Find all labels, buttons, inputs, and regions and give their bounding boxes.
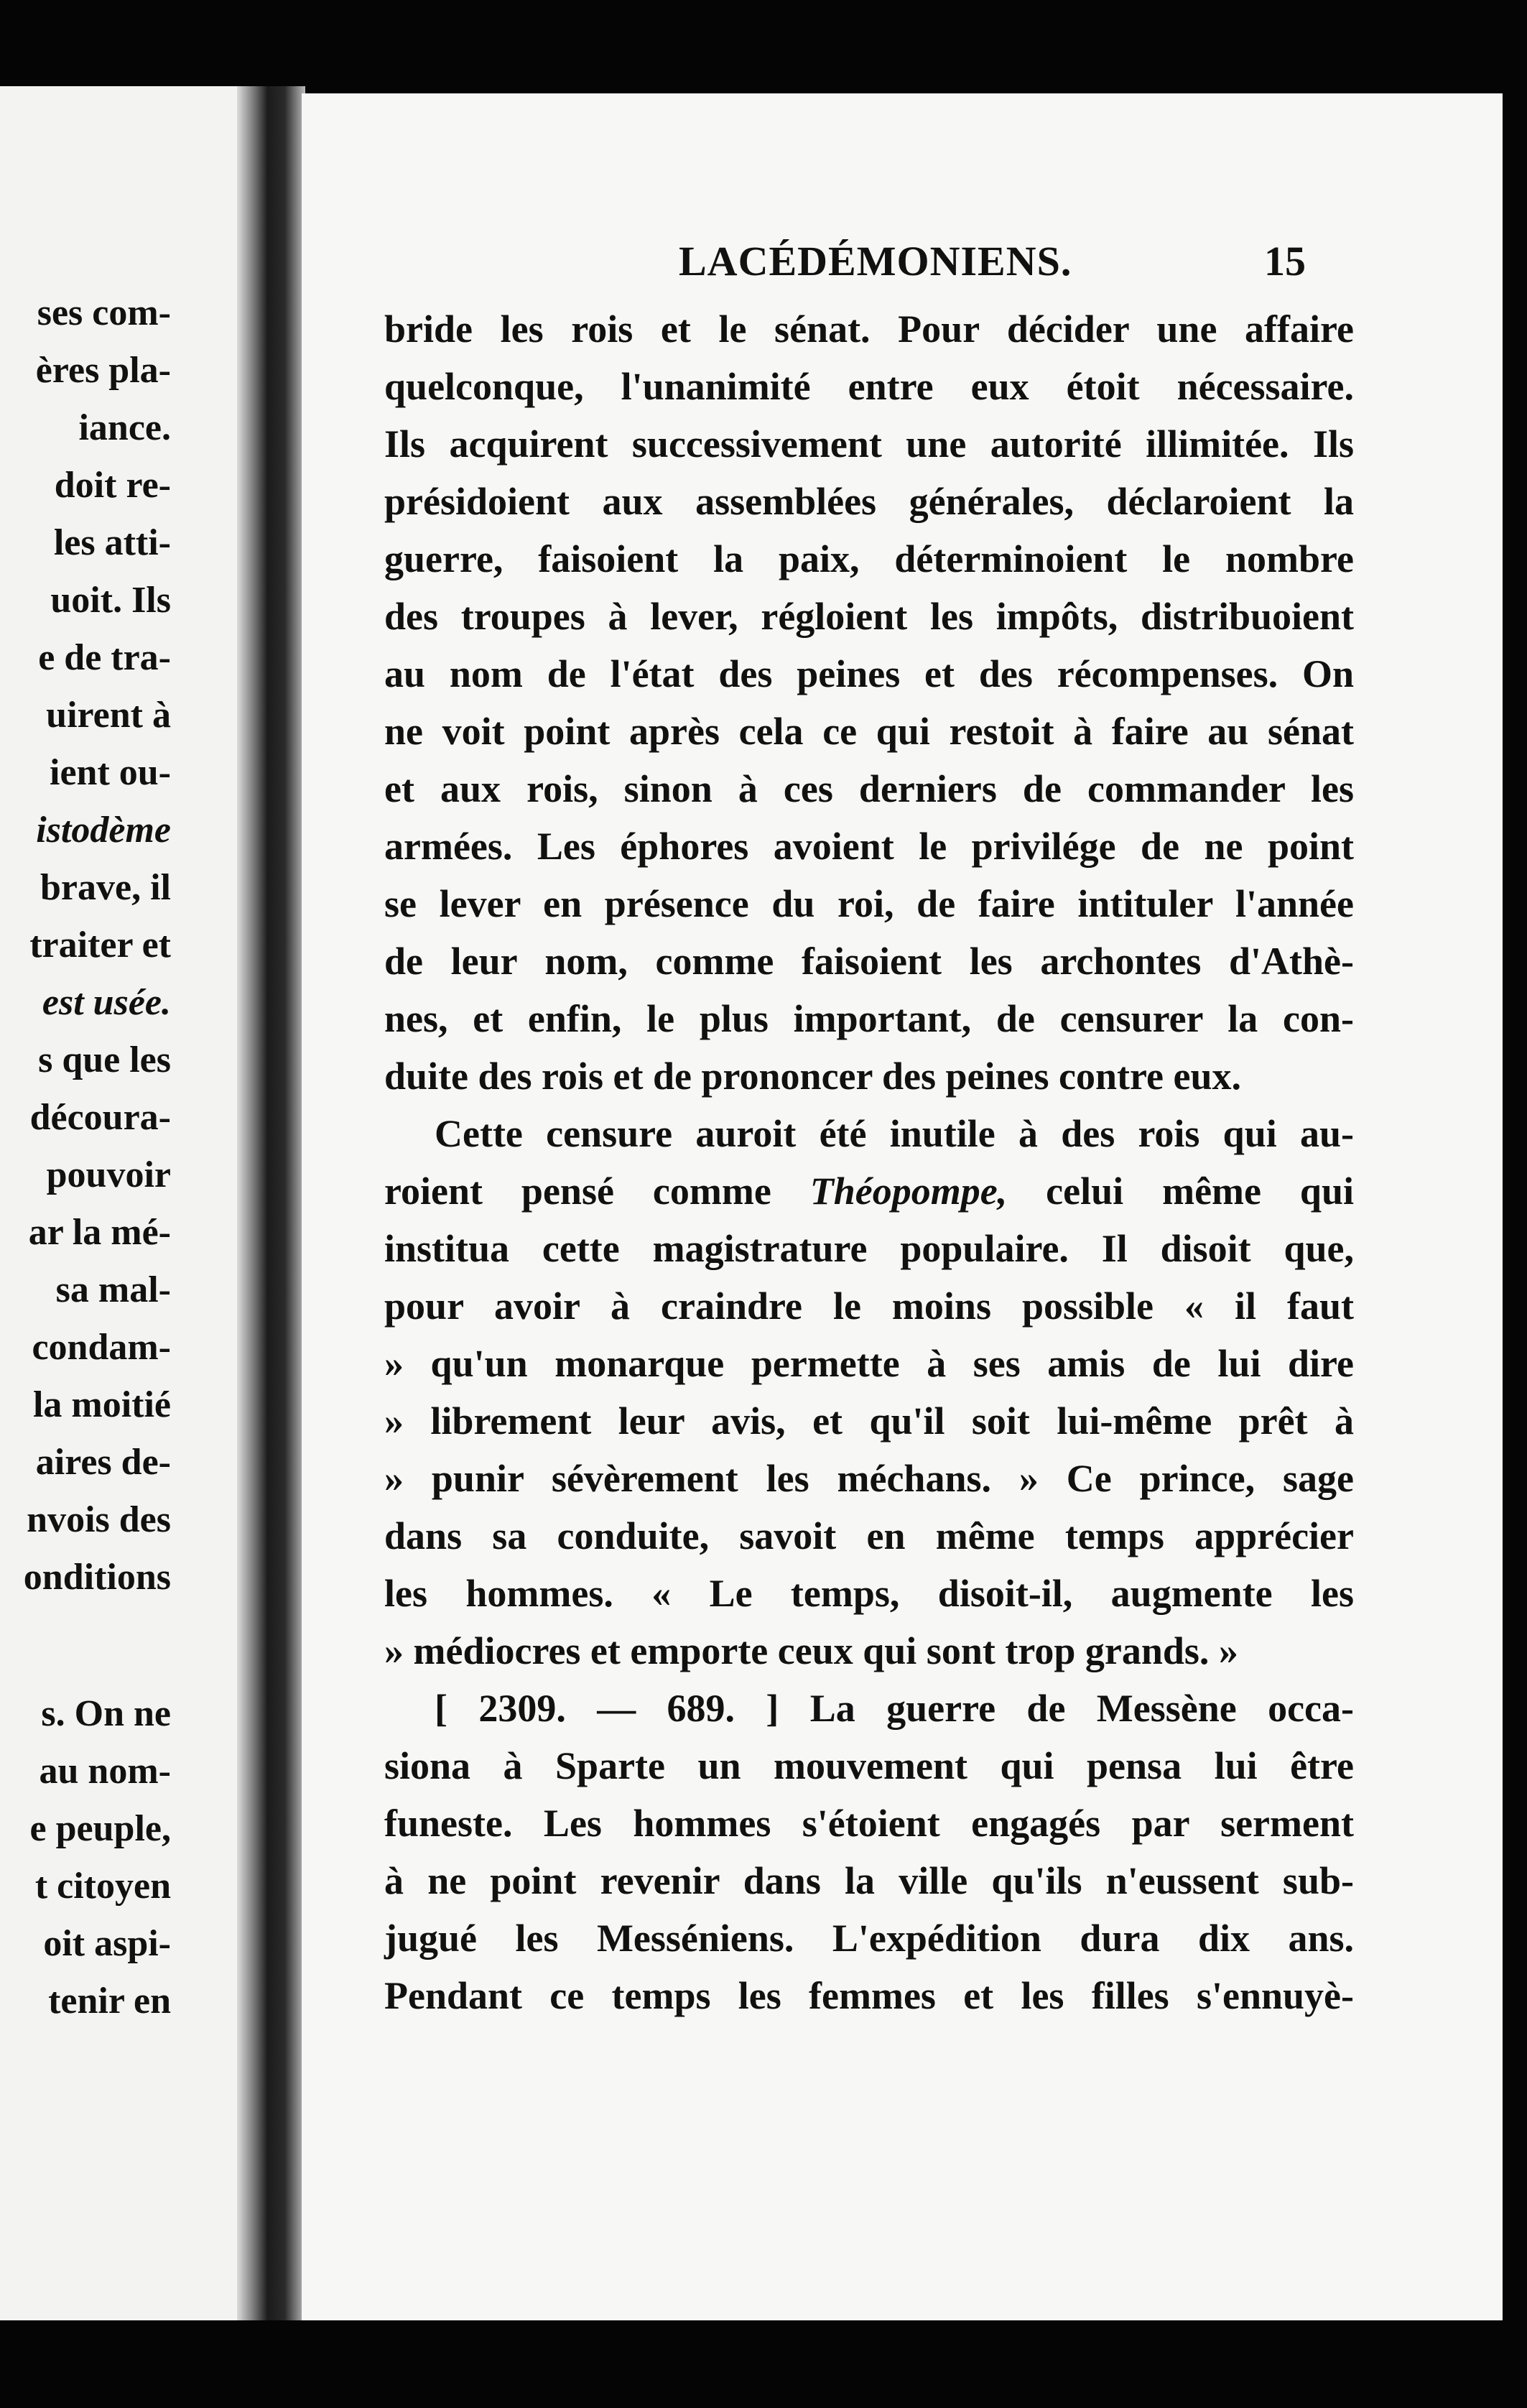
left-page-fragment (0, 86, 251, 2320)
text-line: quelconque, l'unanimité entre eux étoit nécessaire. (384, 365, 1354, 408)
left-line: ar la mé- (28, 1212, 171, 1253)
left-line: brave, il (40, 867, 171, 908)
left-line: la moitié (32, 1384, 171, 1425)
text-line: nes, et enfin, le plus important, de censurer la con- (384, 997, 1354, 1040)
left-line: pouvoir (46, 1154, 171, 1195)
text-line: Cette censure auroit été inutile à des rois qui au- (435, 1112, 1354, 1155)
text-line: présidoient aux assemblées générales, déclaroient la (384, 480, 1354, 523)
left-line: uirent à (46, 695, 171, 736)
text-line: institua cette magistrature populaire. Il disoit que, (384, 1227, 1354, 1270)
text-line: Ils acquirent successivement une autorité illimitée. Ils (384, 422, 1354, 466)
text-line: guerre, faisoient la paix, déterminoient le nombre (384, 537, 1354, 580)
text-line: pour avoir à craindre le moins possible « il faut (384, 1284, 1354, 1328)
left-line: ient ou- (50, 752, 171, 793)
text-line: les hommes. « Le temps, disoit-il, augmente les (384, 1572, 1354, 1615)
text-line: » punir sévèrement les méchans. » Ce prince, sage (384, 1457, 1354, 1500)
text-line: » médiocres et emporte ceux qui sont trop grands. » (384, 1629, 1238, 1672)
person-name: Théopompe, (809, 1170, 1008, 1213)
running-header: LACÉDÉMONIENS. (679, 238, 1072, 284)
text-line: dans sa conduite, savoit en même temps apprécier (384, 1514, 1354, 1557)
left-line: découra- (29, 1097, 171, 1138)
text-line: funeste. Les hommes s'étoient engagés par serment (384, 1802, 1354, 1845)
text-line: siona à Sparte un mouvement qui pensa lui être (384, 1744, 1354, 1787)
page-number: 15 (1264, 238, 1306, 284)
text-segment: celui même qui (1046, 1170, 1355, 1213)
text-line (384, 1162, 1354, 1220)
text-line: » qu'un monarque permette à ses amis de lui dire (384, 1342, 1354, 1385)
left-line: ses com- (37, 292, 171, 333)
text-line: jugué les Messéniens. L'expédition dura dix ans. (384, 1917, 1354, 1960)
left-line: t citoyen (34, 1866, 171, 1907)
left-line: e peuple, (29, 1808, 171, 1849)
text-line: [ 2309. — 689. ] La guerre de Messène occa- (435, 1687, 1354, 1730)
left-line: aires de- (35, 1442, 171, 1483)
left-line: oit aspi- (43, 1923, 171, 1964)
left-line: nvois des (27, 1499, 171, 1540)
text-line: de leur nom, comme faisoient les archontes d'Athè- (384, 940, 1354, 983)
text-line: Pendant ce temps les femmes et les filles s'ennuyè- (384, 1974, 1354, 2017)
text-line: et aux rois, sinon à ces derniers de commander les (384, 767, 1354, 810)
text-line: duite des rois et de prononcer des peines contre eux. (384, 1055, 1241, 1098)
left-line: ères pla- (35, 350, 171, 391)
text-segment: roient pensé comme (384, 1170, 771, 1213)
left-line: uoit. Ils (50, 580, 171, 621)
left-line: onditions (23, 1557, 171, 1598)
left-line: iance. (78, 407, 171, 448)
left-line: e de tra- (38, 637, 171, 678)
left-line: sa mal- (55, 1269, 171, 1310)
left-line: traiter et (29, 925, 171, 965)
left-line: est usée. (42, 982, 171, 1023)
left-line: istodème (36, 810, 171, 851)
left-line: doit re- (54, 465, 171, 506)
text-line: au nom de l'état des peines et des récompenses. On (384, 652, 1354, 695)
left-line: les atti- (53, 522, 171, 563)
text-line: » librement leur avis, et qu'il soit lui-même prêt à (384, 1399, 1354, 1443)
left-line: s. On ne (41, 1693, 171, 1734)
body-text (384, 300, 1354, 2024)
text-line: bride les rois et le sénat. Pour décider une affaire (384, 307, 1354, 351)
book-gutter (237, 86, 305, 2320)
text-line: armées. Les éphores avoient le privilége de ne point (384, 825, 1354, 868)
text-line: à ne point revenir dans la ville qu'ils n'eussent sub- (384, 1859, 1354, 1902)
left-line: au nom- (39, 1751, 171, 1792)
left-line: condam- (32, 1327, 171, 1368)
text-line: ne voit point après cela ce qui restoit à faire au sénat (384, 710, 1354, 753)
left-line: s que les (38, 1039, 171, 1080)
text-line: des troupes à lever, régloient les impôts, distribuoient (384, 595, 1354, 638)
left-line: tenir en (48, 1981, 171, 2022)
text-line: se lever en présence du roi, de faire intituler l'année (384, 882, 1354, 925)
